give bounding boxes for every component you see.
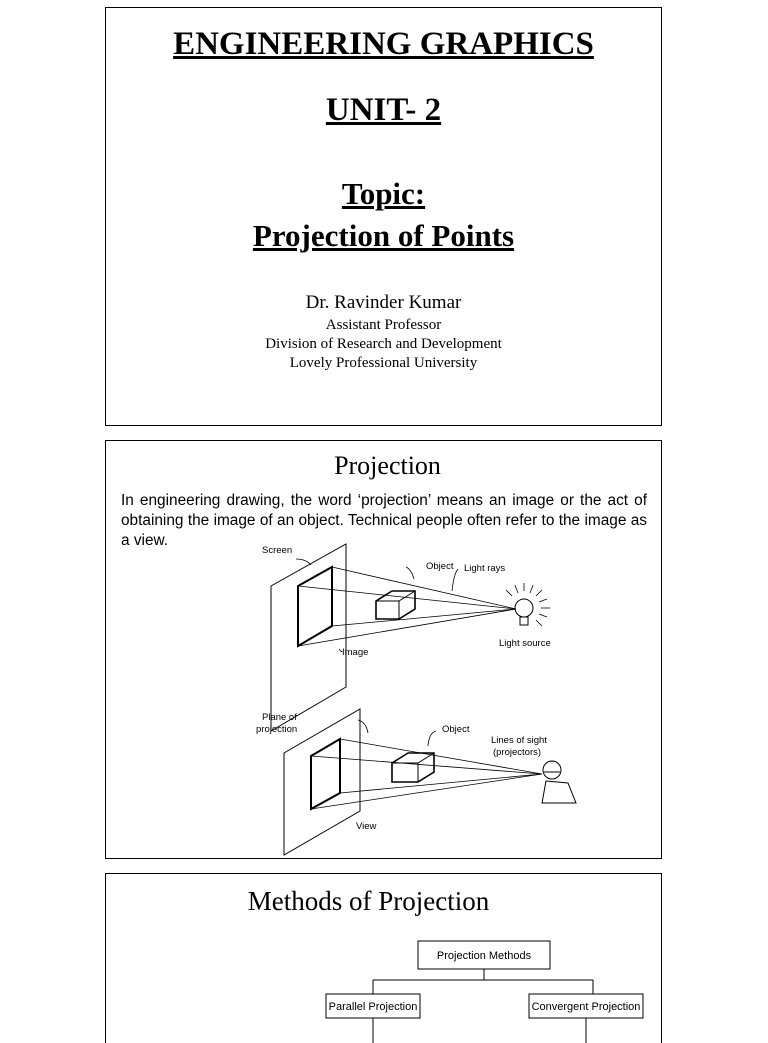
image-cube <box>298 567 332 646</box>
slide-title: Projection <box>334 451 441 480</box>
author-university: Lovely Professional University <box>289 355 478 371</box>
convergent-label: Convergent Projection <box>531 1001 641 1013</box>
methods-slide <box>105 873 662 1043</box>
label-object-1: Object <box>426 561 454 572</box>
slide-paragraph: In engineering drawing, the word ‘projection’ means an image or the act of obtaining the image of an object. Technical people often refer to the image as a view. <box>121 492 647 549</box>
author-name: Dr. Ravinder Kumar <box>305 292 462 313</box>
light-rays <box>298 567 516 646</box>
label-screen: Screen <box>262 545 293 556</box>
course-title: ENGINEERING GRAPHICS <box>173 26 594 62</box>
object-cube-2 <box>392 753 434 782</box>
label-plane-line1: Plane of <box>262 712 297 723</box>
root-label: Projection Methods <box>436 950 532 962</box>
screen-plane <box>271 544 346 731</box>
label-image: Image <box>342 647 369 658</box>
observer-icon <box>542 761 576 803</box>
view-cube <box>311 739 340 809</box>
projection-figures <box>106 441 662 859</box>
title-slide <box>105 7 662 426</box>
unit-title: UNIT- 2 <box>325 92 442 128</box>
label-light-rays: Light rays <box>464 563 506 574</box>
author-position: Assistant Professor <box>325 317 442 333</box>
slide-title: Methods of Projection <box>247 886 490 916</box>
methods-diagram <box>106 874 662 1043</box>
lightbulb-icon <box>506 583 550 626</box>
label-view: View <box>356 821 377 832</box>
author-division: Division of Research and Development <box>265 336 502 352</box>
label-projectors: (projectors) <box>493 747 542 758</box>
label-lines-of-sight: Lines of sight <box>491 735 547 746</box>
topic-label: Topic: <box>341 176 426 211</box>
topic-title: Projection of Points <box>252 218 515 253</box>
parallel-label: Parallel Projection <box>328 1001 418 1013</box>
projection-slide <box>105 440 662 859</box>
label-object-2: Object <box>442 724 470 735</box>
label-light-source: Light source <box>499 638 551 649</box>
label-plane-line2: projection <box>256 724 298 735</box>
